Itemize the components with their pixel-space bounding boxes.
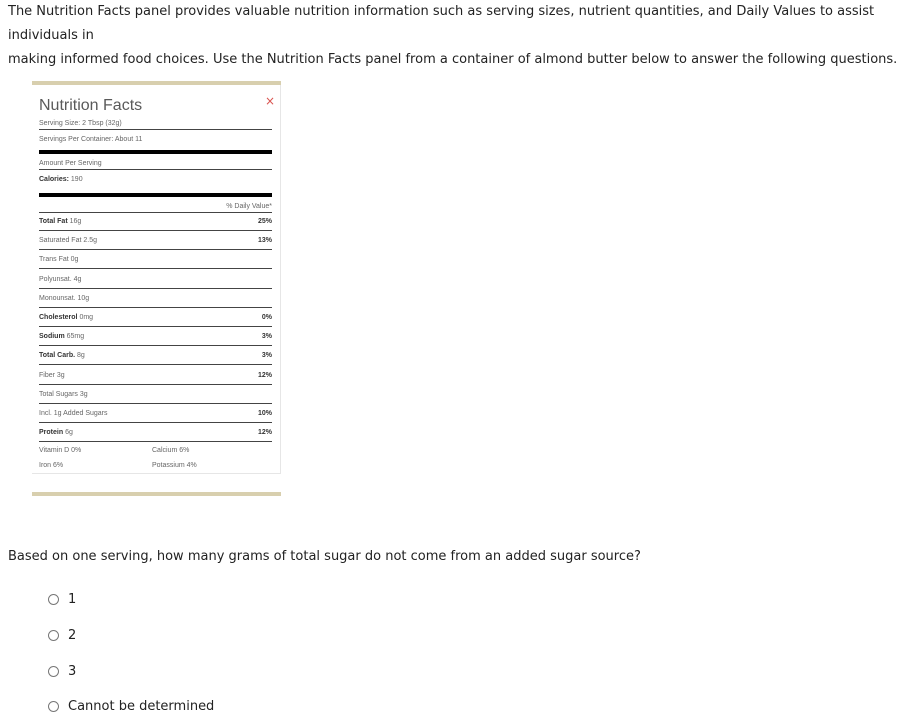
nutrient-daily-value: 0%: [261, 314, 272, 321]
divider: [39, 384, 272, 385]
panel-title: Nutrition Facts: [39, 97, 143, 114]
answer-option-cannot-determine[interactable]: [48, 698, 214, 714]
divider: [39, 422, 272, 423]
divider: [39, 326, 272, 327]
divider: [39, 441, 272, 442]
nutrient-amount: 8g: [75, 352, 85, 360]
divider: [39, 129, 272, 130]
nutrition-facts-panel: [32, 81, 281, 497]
nutrient-amount: 65mg: [64, 333, 85, 341]
nutrient-daily-value: 12%: [257, 429, 272, 437]
radio-button-icon[interactable]: [48, 630, 59, 641]
nutrient-label: [39, 314, 93, 321]
divider: [39, 403, 272, 404]
divider: [39, 345, 272, 346]
vitamin-right: Potassium 4%: [152, 462, 197, 469]
nutrient-label: Incl. 1g Added Sugars: [39, 410, 108, 417]
nutrient-label: [39, 218, 81, 225]
nutrient-label: Total Sugars 3g: [39, 390, 88, 398]
nutrient-amount: 6g: [63, 429, 73, 437]
calories-row: [39, 176, 272, 188]
thick-divider: [39, 193, 272, 197]
question-text: Based on one serving, how many grams of total sugar do not come from an added sugar source?: [8, 549, 641, 564]
vitamin-row: [39, 447, 272, 459]
intro-line-2: making informed food choices. Use the Nutrition Facts panel from a container of almond butter below to answer the following questions.: [8, 52, 898, 67]
answer-option-label: 3: [68, 663, 77, 679]
divider: [39, 268, 272, 269]
nutrient-row: [39, 295, 272, 307]
vitamin-left: Vitamin D 0%: [39, 447, 82, 454]
amount-per-serving: [39, 160, 272, 172]
nutrient-name: Total Fat: [39, 218, 68, 225]
serving-size-text: Serving Size: 2 Tbsp (32g): [39, 120, 122, 127]
divider: [39, 307, 272, 308]
nutrient-amount: 0mg: [77, 314, 94, 321]
nutrient-daily-value: 10%: [257, 410, 272, 417]
nutrient-daily-value: 3%: [261, 352, 272, 360]
nutrient-row: [39, 372, 272, 384]
nutrient-daily-value: 13%: [257, 237, 272, 245]
calories-label: Calories:: [39, 176, 69, 183]
divider: [39, 249, 272, 250]
nutrient-label: Saturated Fat 2.5g: [39, 237, 97, 245]
divider: [39, 364, 272, 365]
divider: [39, 230, 272, 231]
radio-button-icon[interactable]: [48, 701, 59, 712]
nutrient-row: [39, 410, 272, 422]
vitamin-row: [39, 462, 272, 474]
answer-option-1[interactable]: [48, 591, 76, 607]
nutrient-name: Protein: [39, 429, 64, 437]
nutrient-daily-value: 12%: [257, 371, 272, 379]
daily-value-header: % Daily Value*: [226, 203, 272, 210]
nutrient-row: [39, 276, 272, 288]
nutrient-name: Total Carb.: [39, 352, 76, 360]
radio-button-icon[interactable]: [48, 666, 59, 677]
nutrient-row: [39, 391, 272, 403]
vitamin-left: Iron 6%: [39, 462, 64, 469]
answer-option-3[interactable]: [48, 663, 76, 679]
nutrient-row: [39, 352, 272, 364]
nutrient-row: [39, 314, 272, 326]
nutrient-daily-value: 3%: [261, 333, 272, 341]
nutrient-daily-value: 25%: [257, 218, 272, 225]
nutrient-label: Trans Fat 0g: [39, 256, 79, 264]
nutrient-row: [39, 429, 272, 441]
nutrient-label: [39, 333, 84, 340]
nutrient-row: [39, 218, 272, 230]
nutrient-label: Monounsat. 10g: [39, 294, 90, 302]
servings-per-container: [39, 136, 272, 148]
divider: [39, 169, 272, 170]
answer-option-label: 1: [68, 591, 77, 607]
nutrient-row: [39, 333, 272, 345]
panel-bottom-border: [32, 492, 281, 496]
nutrient-name: Sodium: [39, 333, 65, 341]
nutrient-name: Cholesterol: [39, 314, 78, 321]
divider: [39, 212, 272, 213]
vitamin-right: Calcium 6%: [152, 447, 190, 454]
intro-text: [8, 0, 900, 72]
thick-divider: [39, 150, 272, 154]
radio-button-icon[interactable]: [48, 594, 59, 605]
amount-per-serving-text: Amount Per Serving: [39, 160, 102, 167]
close-icon[interactable]: ×: [265, 94, 276, 108]
answer-option-label: Cannot be determined: [68, 698, 215, 714]
divider: [39, 288, 272, 289]
serving-size: [39, 120, 272, 132]
nutrient-label: [39, 429, 73, 436]
answer-option-label: 2: [68, 627, 77, 643]
nutrient-label: Fiber 3g: [39, 371, 65, 379]
nutrient-label: [39, 352, 85, 359]
calories-value: 190: [68, 176, 83, 183]
nutrient-label: Polyunsat. 4g: [39, 275, 82, 283]
panel-body: [32, 85, 281, 474]
nutrient-amount: 16g: [67, 218, 82, 225]
nutrient-row: [39, 256, 272, 268]
nutrient-row: [39, 237, 272, 249]
intro-line-1: The Nutrition Facts panel provides valuable nutrition information such as serving sizes, nutrient quantities, and Daily Values to assist individuals in: [8, 4, 875, 43]
answer-option-2[interactable]: [48, 627, 76, 643]
servings-per-container-text: Servings Per Container: About 11: [39, 136, 143, 143]
